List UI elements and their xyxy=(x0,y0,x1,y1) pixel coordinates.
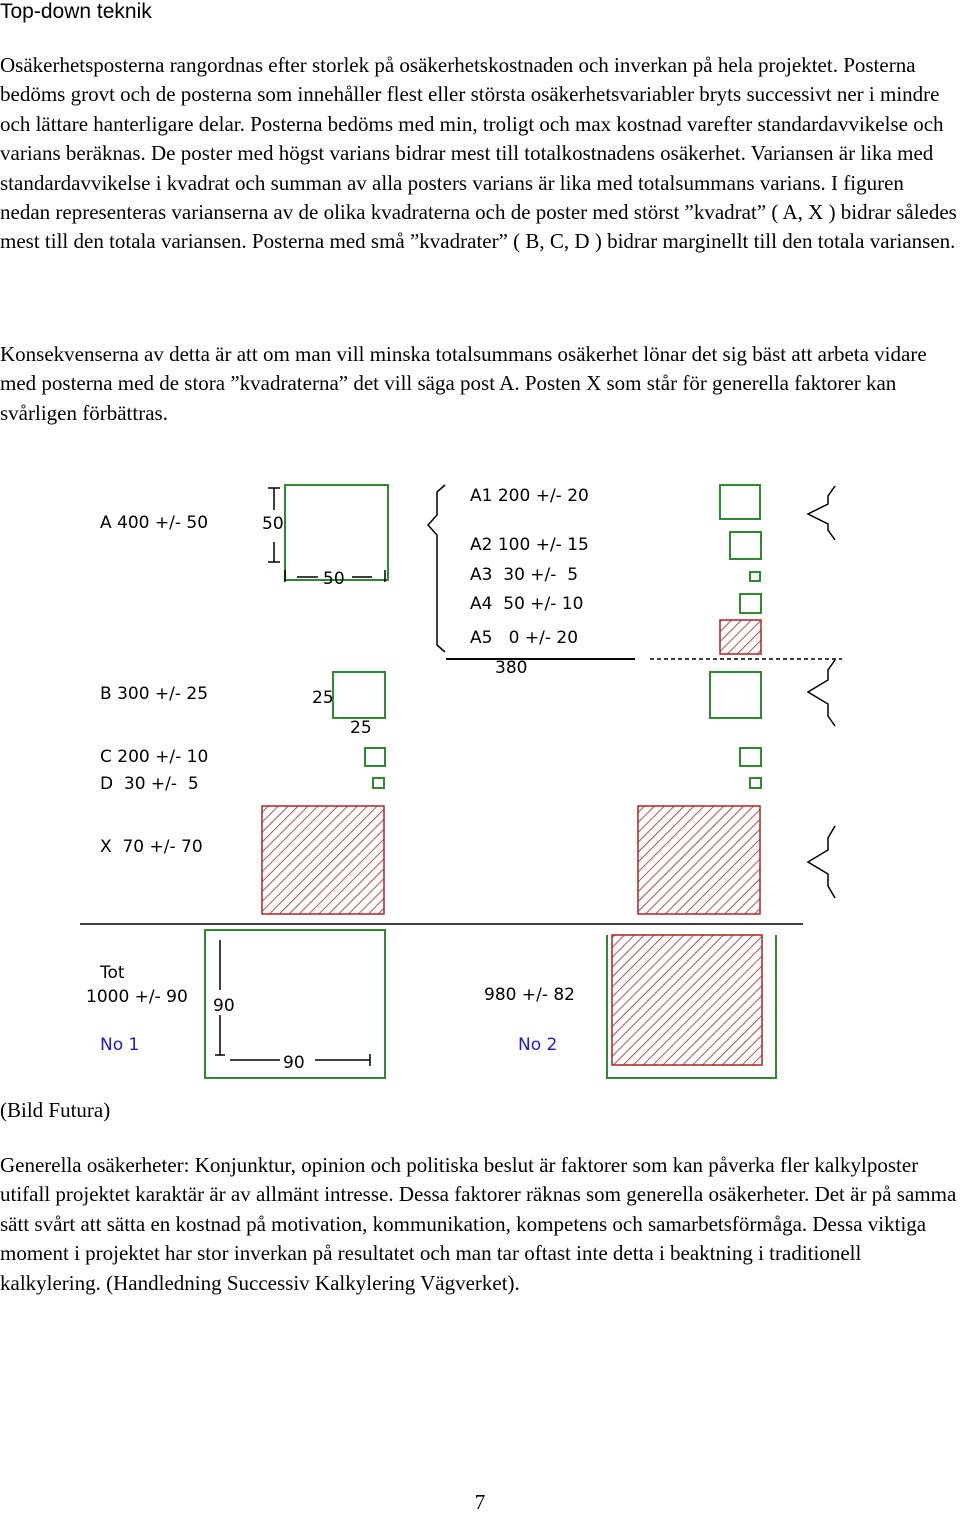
total-no1-side-label: 90 xyxy=(213,996,235,1016)
total-no2-name: No 2 xyxy=(518,1035,558,1055)
paragraph-intro: Osäkerhetsposterna rangordnas efter storlek på osäkerhetskostnaden och inverkan på hela projektet. Posterna bedöms grovt och de posterna som innehåller flest eller största osäkerhetsvariabler bryts successivt ner i mindre och lättare hanterligare delar. Posterna bedöms med min, troligt och max kostnad varefter standardavvikelse och varians beräknas. De poster med högst varians bidrar mest till totalkostnadens osäkerhet. Variansen är lika med standardavvikelse i kvadrat och summan av alla posters varians är lika med totalsummans varians. I figuren nedan representeras varianserna av de olika kvadraterna och de poster med störst ”kvadrat” ( A, X ) bidrar således mest till den totala variansen. Posterna med små ”kvadrater” ( B, C, D ) bidrar marginellt till den totala variansen. xyxy=(0,53,957,254)
paragraph-consequences: Konsekvenserna av detta är att om man vill minska totalsummans osäkerhet lönar det sig bäst att arbeta vidare med posterna med de stora ”kvadraterna” det vill säga post A. Posten X som står för generella faktorer kan svårligen förbättras. xyxy=(0,342,927,425)
subtotal-label: 380 xyxy=(495,658,528,678)
total-no1-value: 1000 +/- 90 xyxy=(86,987,188,1007)
item-x-label: X 70 +/- 70 xyxy=(100,837,203,857)
item-b-label: B 300 +/- 25 xyxy=(100,684,209,704)
square-b-bottom-label: 25 xyxy=(350,718,372,738)
bracket-middle xyxy=(808,660,835,726)
square-c xyxy=(365,748,385,766)
total-no2-value: 980 +/- 82 xyxy=(484,985,575,1005)
square-a3 xyxy=(750,572,760,581)
item-c-label: C 200 +/- 10 xyxy=(100,747,209,767)
total-title: Tot xyxy=(100,963,125,983)
square-b xyxy=(333,672,385,718)
square-x-right xyxy=(638,806,760,914)
item-a1-label: A1 200 +/- 20 xyxy=(470,486,589,506)
square-a-bottom-label: 50 xyxy=(323,569,345,589)
item-a4-label: A4 50 +/- 10 xyxy=(470,594,584,614)
item-d-label: D 30 +/- 5 xyxy=(100,774,199,794)
square-a-after xyxy=(710,672,761,718)
total-no2-square xyxy=(612,935,762,1065)
brace-a-breakdown xyxy=(428,485,445,652)
item-a3-label: A3 30 +/- 5 xyxy=(470,565,579,585)
variance-squares-figure xyxy=(0,470,960,1090)
square-c-right xyxy=(740,748,761,766)
square-d xyxy=(373,778,384,788)
bracket-bottom xyxy=(808,826,835,898)
total-no1-bottom-label: 90 xyxy=(283,1053,305,1073)
square-d-right xyxy=(750,778,761,788)
figure-caption: (Bild Futura) xyxy=(0,1098,111,1122)
section-heading: Top-down teknik xyxy=(0,0,152,23)
square-b-side-label: 25 xyxy=(312,688,334,708)
item-a5-label: A5 0 +/- 20 xyxy=(470,628,579,648)
square-a5 xyxy=(720,620,761,654)
square-a1 xyxy=(720,485,760,519)
bracket-top xyxy=(808,486,835,540)
paragraph-general-uncertainties: Generella osäkerheter: Konjunktur, opinion och politiska beslut är faktorer som kan påverka fler kalkylposter utifall projektet karaktär är av allmänt intresse. Dessa faktorer räknas som generella osäkerheter. Det är på samma sätt svårt att sätta en kostnad på motivation, kommunikation, kompetens och samarbetsförmåga. Dessa viktiga moment i projektet har stor inverkan på resultatet och man tar oftast inte detta i beaktning i traditionell kalkylering. (Handledning Successiv Kalkylering Vägverket). xyxy=(0,1153,957,1295)
item-a2-label: A2 100 +/- 15 xyxy=(470,535,589,555)
page-number: 7 xyxy=(474,1490,486,1514)
total-no1-name: No 1 xyxy=(100,1035,140,1055)
square-x xyxy=(262,806,384,914)
square-a4 xyxy=(740,594,761,613)
square-a xyxy=(285,485,388,580)
square-a-side-label: 50 xyxy=(262,514,284,534)
square-a2 xyxy=(730,532,761,559)
item-a-label: A 400 +/- 50 xyxy=(100,513,209,533)
